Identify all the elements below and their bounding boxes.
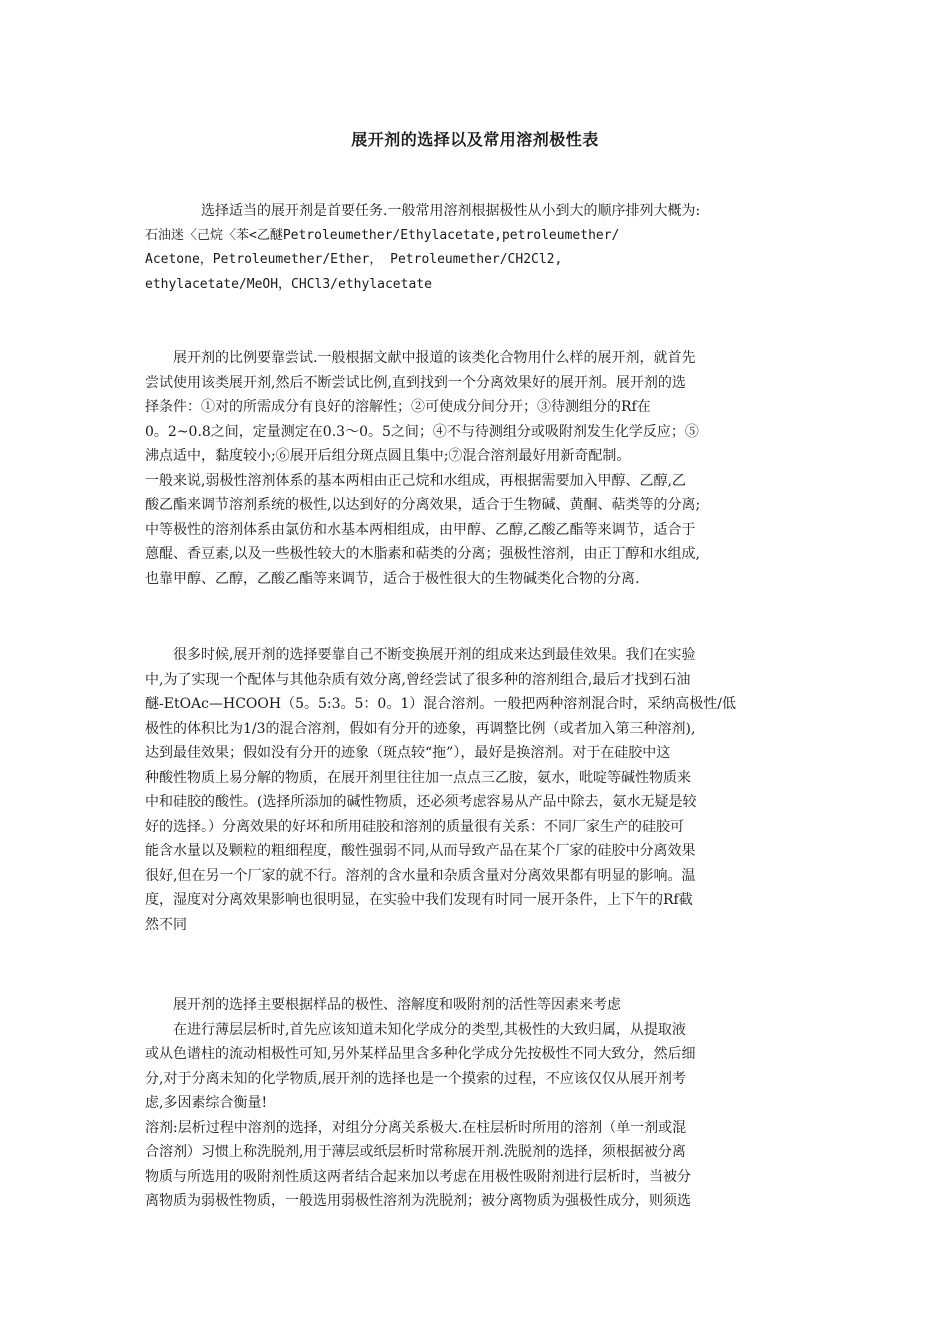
paragraph-factors-solvents [145,993,813,1214]
text-line: 中等极性的溶剂体系由氯仿和水基本两相组成，由甲醇、乙醇,乙酸乙酯等来调节，适合于 [145,521,696,538]
text-line: 展开剂的比例要靠尝试.一般根据文献中报道的该类化合物用什么样的展开剂，就首先 [173,350,696,366]
text-line: 分,对于分离未知的化学物质,展开剂的选择也是一个摸索的过程，不应该仅仅从展开剂考 [145,1070,686,1087]
text-line: 石油迷〈己烷〈苯<乙醚Petroleumether/Ethylacetate,petroleumether/ [145,227,620,243]
text-line: 尝试使用该类展开剂,然后不断尝试比例,直到找到一个分离效果好的展开剂。展开剂的选 [145,374,686,391]
text-line: 达到最佳效果；假如没有分开的迹象（斑点较“拖”），最好是换溶剂。对于在硅胶中这 [145,745,671,761]
text-line: 选择适当的展开剂是首要任务.一般常用溶剂根据极性从小到大的顺序排列大概为: [201,203,701,219]
text-line: 择条件：①对的所需成分有良好的溶解性；②可使成分间分开；③待测组分的Rf在 [145,399,651,415]
text-line: 然不同 [145,916,187,933]
text-line: 蒽醌、香豆素,以及一些极性较大的木脂素和萜类的分离；强极性溶剂，由正丁醇和水组成, [145,546,700,562]
text-line: 溶剂:层析过程中溶剂的选择，对组分分离关系极大.在柱层析时所用的溶剂（单一剂或混 [145,1119,687,1136]
document-title: 展开剂的选择以及常用溶剂极性表 [351,130,599,149]
text-line: 离物质为弱极性物质，一般选用弱极性溶剂为洗脱剂；被分离物质为强极性成分，则须选 [145,1193,691,1209]
text-line: 在进行薄层层析时,首先应该知道未知化学成分的类型,其极性的大致归属，从提取液 [173,1021,686,1038]
text-line: 合溶剂）习惯上称洗脱剂,用于薄层或纸层析时常称展开剂.洗脱剂的选择，须根据被分离 [145,1144,686,1160]
paragraph-ratio-conditions [145,346,813,591]
text-line: 0。2~0.8之间，定量测定在0.3～0。5之间；④不与待测组分或吸附剂发生化学反应；⑤ [145,423,699,440]
text-line: 酸乙酯来调节溶剂系统的极性,以达到好的分离效果，适合于生物碱、黄酮、萜类等的分离; [145,497,701,513]
text-line: 也靠甲醇、乙醇，乙酸乙酯等来调节，适合于极性很大的生物碱类化合物的分离. [145,570,640,587]
text-line: ethylacetate/MeOH，CHCl3/ethylacetate [145,276,432,292]
paragraph-solvent-order [145,199,813,297]
text-line: 沸点适中，黏度较小;⑥展开后组分斑点圆且集中;⑦混合溶剂最好用新奇配制。 [145,448,631,464]
text-line: 种酸性物质上易分解的物质，在展开剂里往往加一点点三乙胺，氨水，吡啶等碱性物质来 [145,769,691,786]
text-line: 中,为了实现一个配体与其他杂质有效分离,曾经尝试了很多种的溶剂组合,最后才找到石油 [145,671,691,688]
text-line: 虑,多因素综合衡量! [145,1095,268,1111]
text-line: 展开剂的选择主要根据样品的极性、溶解度和吸附剂的活性等因素来考虑 [173,997,621,1013]
text-line: 中和硅胶的酸性。(选择所添加的碱性物质，还必须考虑容易从产品中除去，氨水无疑是较 [145,794,697,810]
text-line: 度，湿度对分离效果影响也很明显，在实验中我们发现有时同一展开条件，上下午的Rf截 [145,892,693,908]
text-line: 一般来说,弱极性溶剂体系的基本两相由正己烷和水组成，再根据需要加入甲醇、乙醇,乙 [145,472,686,489]
text-line: 物质与所选用的吸附剂性质这两者结合起来加以考虑在用极性吸附剂进行层析时，当被分 [145,1168,691,1185]
text-line: 极性的体积比为1/3的混合溶剂，假如有分开的迹象，再调整比例（或者加入第三种溶剂), [145,720,696,737]
text-line: 很好,但在另一个厂家的就不行。溶剂的含水量和杂质含量对分离效果都有明显的影响。温 [145,867,696,884]
text-line: Acetone，Petroleumether/Ether， Petroleumether/CH2Cl2, [145,252,563,267]
text-line: 很多时候,展开剂的选择要靠自己不断变换展开剂的组成来达到最佳效果。我们在实验 [173,647,696,663]
text-line: 能含水量以及颗粒的粗细程度，酸性强弱不同,从而导致产品在某个厂家的硅胶中分离效果 [145,843,696,859]
text-line: 好的选择。）分离效果的好坏和所用硅胶和溶剂的质量很有关系：不同厂家生产的硅胶可 [145,818,684,835]
text-line: 或从色谱柱的流动相极性可知,另外某样品里含多种化学成分先按极性不同大致分，然后细 [145,1046,696,1062]
paragraph-experience [145,643,813,937]
text-line: 醚-EtOAc—HCOOH（5。5:3。5：0。1）混合溶剂。一般把两种溶剂混合时，采纳高极性/低 [145,696,736,712]
